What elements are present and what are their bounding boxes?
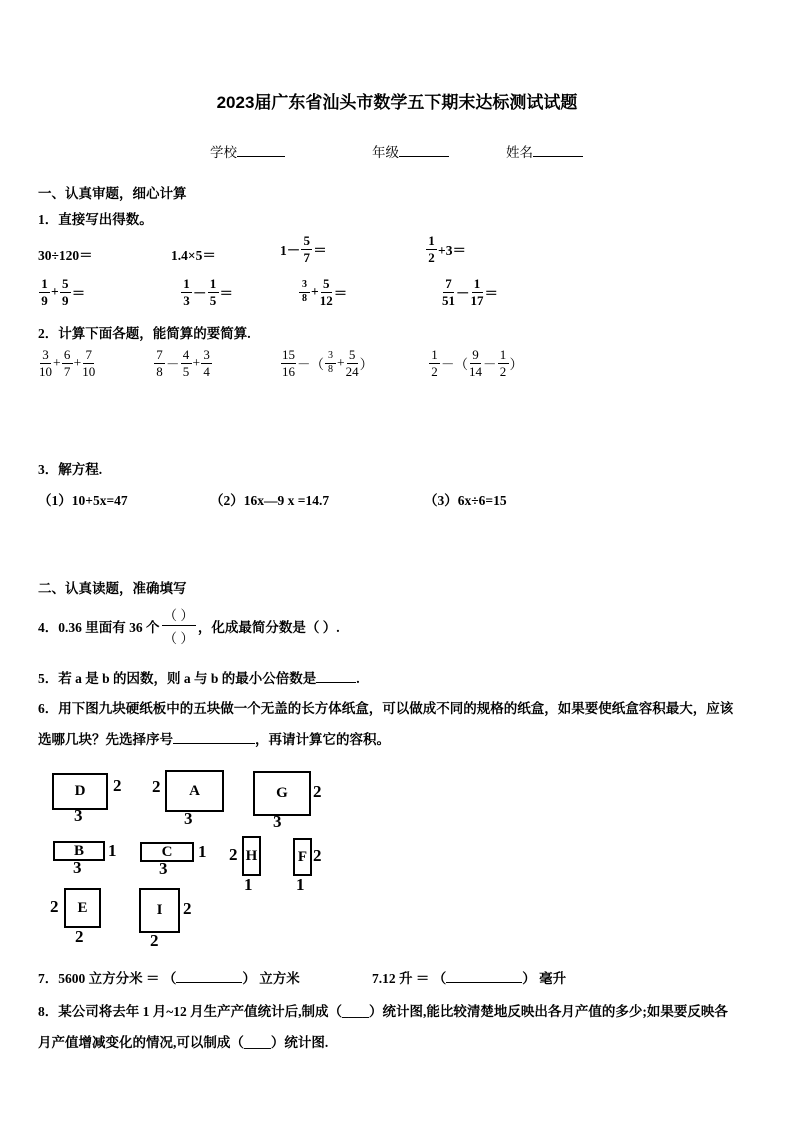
q1-r2c2-b-num: 1 <box>208 277 219 293</box>
q2-expr4 <box>428 348 523 378</box>
q6-line2-post: ，再请计算它的容积。 <box>255 732 390 747</box>
board-b-height: 1 <box>108 841 117 860</box>
board-g <box>253 771 311 816</box>
board-c-height: 1 <box>198 842 207 861</box>
q1-r2c2-op: － <box>193 286 207 302</box>
q2-e1-op2: + <box>73 355 82 371</box>
q2-expr2 <box>153 348 213 378</box>
school-label: 学校 <box>210 145 237 160</box>
q7-mid1: ） 立方米 <box>242 971 300 986</box>
q1-r2c3-op: + <box>311 284 319 300</box>
q2-e2-b-num: 4 <box>181 348 192 364</box>
board-h-width: 1 <box>244 875 253 894</box>
board-d-width: 3 <box>74 806 83 825</box>
q7-part2 <box>372 967 566 987</box>
q1-r2c3-post: ＝ <box>333 286 348 302</box>
q2-e3-close: ） <box>359 357 374 373</box>
board-f-letter: F <box>297 848 308 865</box>
q2-e1-a-num: 3 <box>40 348 51 364</box>
q1-r2c4-op: － <box>456 286 470 302</box>
q2-e3-c-den: 24 <box>345 363 359 379</box>
q1-r2c1-a-num: 1 <box>39 277 50 293</box>
q2-e2-a-num: 7 <box>154 348 165 364</box>
q5-text: 5．若 a 是 b 的因数，则 a 与 b 的最小公倍数是 <box>38 671 317 686</box>
q1-r2c3-b-den: 12 <box>319 292 333 308</box>
board-e-height: 2 <box>50 897 59 916</box>
page-title: 2023届广东省汕头市数学五下期末达标测试试题 <box>216 93 578 112</box>
grade-blank[interactable] <box>399 156 449 157</box>
board-c-width: 3 <box>159 859 168 878</box>
name-blank[interactable] <box>533 156 583 157</box>
q1-r1c4 <box>425 234 466 264</box>
q2-e3-b-num: 3 <box>325 351 336 364</box>
q1-r2c4-a-den: 51 <box>442 292 455 308</box>
q5-end: . <box>356 671 360 686</box>
q1-r2c2-a-num: 1 <box>181 277 192 293</box>
board-i-height: 2 <box>183 899 192 918</box>
board-d-height: 2 <box>113 776 122 795</box>
q6-line2-pre: 选哪几块？先选择序号 <box>38 732 173 747</box>
name-field <box>506 141 583 161</box>
board-h-letter: H <box>245 847 258 864</box>
q2-e3-op: + <box>337 355 345 371</box>
q1-r1c4-num: 1 <box>426 234 437 250</box>
board-a-letter: A <box>189 782 200 799</box>
board-i <box>139 888 180 933</box>
q8-line1: 8．某公司将去年 1 月~12 月生产产值统计后,制成（____）统计图,能比较清楚地反映出各月产值的多少;如果要反映各 <box>38 1004 728 1019</box>
q1-r2c2-b-den: 5 <box>209 292 217 308</box>
q2-expr3 <box>280 348 373 378</box>
q2-e2-a-den: 8 <box>156 363 163 379</box>
q2-e1-op1: + <box>53 355 61 371</box>
board-h-height: 2 <box>229 845 238 864</box>
q1-r2c4-b-num: 1 <box>472 277 483 293</box>
board-a-height: 2 <box>152 777 161 796</box>
section2-heading: 二、认真读题，准确填写 <box>38 581 187 596</box>
q2-e4-c-num: 1 <box>498 348 509 364</box>
board-h <box>242 836 261 876</box>
q2-e1-a-den: 10 <box>39 363 52 379</box>
q2-e4-b-num: 9 <box>470 348 481 364</box>
q2-e2-op1: － <box>166 357 180 373</box>
board-i-width: 2 <box>150 931 159 950</box>
q2-e3-a-num: 15 <box>282 347 295 362</box>
q1-r1c4-den: 2 <box>428 249 435 265</box>
q2-e4-close: ） <box>509 357 523 373</box>
q1-r2c4-a-num: 7 <box>443 277 454 293</box>
q4-blank-den[interactable]: （ ） <box>163 631 194 646</box>
q2-e4-open: －（ <box>441 357 468 373</box>
board-e <box>64 888 101 928</box>
name-label: 姓名 <box>506 145 533 160</box>
q1-r2c1-a-den: 9 <box>41 292 48 308</box>
q1-r2c1-op: + <box>51 284 59 300</box>
q1-r1c3-den: 7 <box>303 249 310 265</box>
board-e-letter: E <box>77 899 88 916</box>
q5-blank[interactable] <box>316 682 356 683</box>
q1-r2c3-a-num: 3 <box>299 280 310 293</box>
board-g-width: 3 <box>273 812 282 831</box>
q2-e1-b-den: 7 <box>63 363 71 379</box>
q2-e3-open: －（ <box>297 357 324 373</box>
q4-pre: 4．0.36 里面有 36 个 <box>38 619 160 635</box>
q2-e4-a-num: 1 <box>429 348 440 364</box>
q1-r2c4 <box>441 277 498 307</box>
q1-label: 1．直接写出得数。 <box>38 212 153 227</box>
q1-r2c2 <box>180 277 233 307</box>
q4-post: ，化成最简分数是（ ）. <box>197 619 340 635</box>
q1-r2c1-b-num: 5 <box>60 277 71 293</box>
q8-line2: 月产值增减变化的情况,可以制成（____）统计图. <box>38 1035 329 1050</box>
q1-r2c3-b-num: 5 <box>321 277 332 293</box>
q1-r2c3-a-den: 8 <box>302 292 307 304</box>
q1-r1c3 <box>280 234 327 264</box>
section1-heading: 一、认真审题，细心计算 <box>38 186 187 201</box>
q3-label: 3．解方程. <box>38 462 103 477</box>
school-field <box>210 141 285 161</box>
q2-e1-c-num: 7 <box>83 348 94 364</box>
q1-r2c4-post: ＝ <box>484 286 498 302</box>
q6-line1: 6．用下图九块硬纸板中的五块做一个无盖的长方体纸盒，可以做成不同的规格的纸盒，如果要使纸盒容积最大，应该 <box>38 701 734 716</box>
q2-e4-a-den: 2 <box>431 363 438 379</box>
q3-eq3: （3）6x÷6=15 <box>424 493 507 508</box>
q2-e2-c-den: 4 <box>203 363 210 379</box>
q6-blank[interactable] <box>173 743 255 744</box>
q2-e2-op2: + <box>192 355 201 371</box>
q2-e2-c-num: 3 <box>201 348 212 364</box>
q6-line2 <box>38 728 390 748</box>
q2-e1-c-den: 10 <box>82 363 96 379</box>
q4-blank-num[interactable]: （ ） <box>162 604 196 626</box>
board-b-letter: B <box>73 842 84 859</box>
board-i-letter: I <box>156 902 163 918</box>
q1-r1c1: 30÷120＝ <box>38 248 93 263</box>
q1-r2c3 <box>298 277 347 307</box>
q2-e4-c-den: 2 <box>499 363 507 379</box>
q1-r2c1-b-den: 9 <box>61 292 69 308</box>
board-g-letter: G <box>276 785 288 801</box>
q1-r2c2-a-den: 3 <box>183 292 190 308</box>
q2-label: 2．计算下面各题，能简算的要简算. <box>38 326 251 341</box>
q2-e4-op: － <box>483 357 497 373</box>
grade-field <box>372 141 449 161</box>
board-b-width: 3 <box>73 858 82 877</box>
q2-e1-b-num: 6 <box>62 348 73 364</box>
q2-e3-c-num: 5 <box>347 348 358 364</box>
q2-expr1 <box>38 348 96 378</box>
board-d <box>52 773 108 810</box>
q1-r2c1-post: ＝ <box>71 286 86 302</box>
q1-r2c4-b-den: 17 <box>470 292 484 308</box>
q4 <box>38 604 340 647</box>
grade-label: 年级 <box>372 145 399 160</box>
board-d-letter: D <box>74 783 86 799</box>
q1-r1c3-post: ＝ <box>313 243 327 259</box>
board-f <box>293 838 312 876</box>
q1-r2c1 <box>38 277 85 307</box>
board-f-width: 1 <box>296 875 305 894</box>
board-g-height: 2 <box>313 782 322 801</box>
q2-e3-b-den: 8 <box>328 363 333 375</box>
q1-r1c3-num: 5 <box>301 234 312 250</box>
board-a <box>165 770 224 812</box>
q2-e2-b-den: 5 <box>182 363 190 379</box>
board-f-height: 2 <box>313 846 322 865</box>
q2-e4-b-den: 14 <box>469 363 482 379</box>
q5 <box>38 667 360 687</box>
q1-r1c3-pre: 1－ <box>280 243 301 259</box>
q7-pre: 7．5600 立方分米 ＝ （ <box>38 971 177 986</box>
q7-blank1[interactable] <box>176 982 242 983</box>
school-blank[interactable] <box>237 156 285 157</box>
q1-r1c4-post: +3＝ <box>438 243 466 259</box>
q7-blank2[interactable] <box>446 982 522 983</box>
q7-mid2: 7.12 升 ＝ （ <box>372 971 447 986</box>
q7 <box>38 967 300 987</box>
board-e-width: 2 <box>75 927 84 946</box>
q3-eq1: （1）10+5x=47 <box>38 493 128 508</box>
q2-e3-a-den: 16 <box>282 363 295 379</box>
board-c-letter: C <box>161 843 173 860</box>
q7-end: ） 毫升 <box>522 971 567 986</box>
q1-r2c2-post: ＝ <box>219 286 233 302</box>
board-a-width: 3 <box>184 809 193 828</box>
q1-r1c2: 1.4×5＝ <box>171 248 216 263</box>
q3-eq2: （2）16x—9 x =14.7 <box>210 493 330 508</box>
